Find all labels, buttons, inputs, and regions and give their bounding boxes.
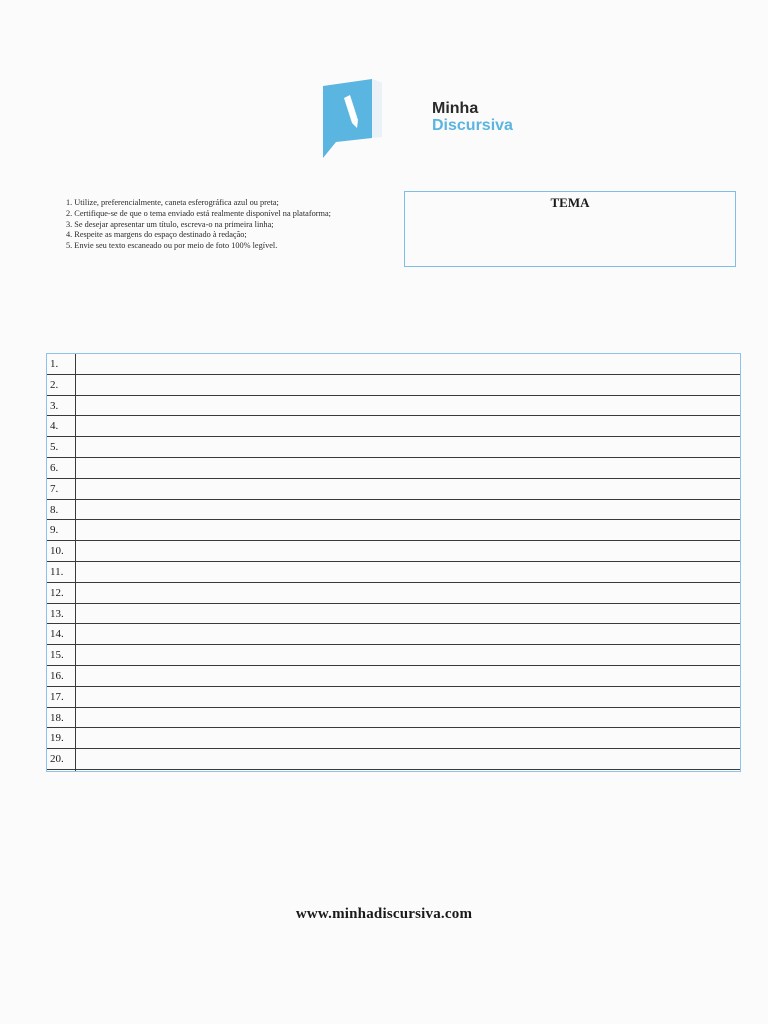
line-number: 14. <box>50 628 64 641</box>
writing-line[interactable] <box>47 520 740 541</box>
writing-line[interactable] <box>47 708 740 729</box>
line-number: 15. <box>50 649 64 662</box>
writing-line[interactable] <box>47 666 740 687</box>
writing-line[interactable] <box>47 396 740 417</box>
line-number: 16. <box>50 670 64 682</box>
footer-url: www.minhadiscursiva.com <box>295 906 473 922</box>
pen-speech-bubble-icon <box>322 78 382 160</box>
instruction-item: 5. Envie seu texto escaneado ou por meio de foto 100% legível. <box>66 241 278 251</box>
line-number: 3. <box>50 399 59 412</box>
line-number: 4. <box>50 420 59 433</box>
instruction-item: 4. Respeite as margens do espaço destinado à redação; <box>66 230 247 240</box>
line-number: 10. <box>50 545 64 558</box>
instruction-item: 1. Utilize, preferencialmente, caneta esferográfica azul ou preta; <box>66 198 279 207</box>
instruction-item: 2. Certifique-se de que o tema enviado está realmente disponível na plataforma; <box>66 208 331 218</box>
line-number: 7. <box>50 482 59 495</box>
tema-title: TEMA <box>550 195 590 210</box>
line-number: 9. <box>50 524 59 537</box>
writing-line[interactable] <box>47 624 740 645</box>
logo-word-discursiva: Discursiva <box>432 117 513 134</box>
writing-line[interactable] <box>47 354 740 375</box>
line-number: 17. <box>50 690 64 703</box>
line-number: 1. <box>50 358 59 370</box>
writing-line[interactable] <box>47 687 740 708</box>
writing-line[interactable] <box>47 645 740 666</box>
line-number: 5. <box>50 441 59 454</box>
line-number: 12. <box>50 586 64 599</box>
line-number: 8. <box>50 503 59 516</box>
writing-line[interactable] <box>47 416 740 437</box>
instructions-list <box>66 198 401 252</box>
line-number: 13. <box>50 607 64 620</box>
writing-lines-area[interactable] <box>46 353 741 772</box>
writing-line[interactable] <box>47 458 740 479</box>
instruction-item: 3. Se desejar apresentar um título, escreva-o na primeira linha; <box>66 219 274 229</box>
line-number: 18. <box>50 711 64 724</box>
writing-line[interactable] <box>47 500 740 521</box>
writing-line[interactable] <box>47 604 740 625</box>
writing-line[interactable] <box>47 479 740 500</box>
writing-line[interactable] <box>47 562 740 583</box>
tema-box[interactable] <box>404 191 736 267</box>
brand-logo <box>322 78 542 160</box>
writing-line[interactable] <box>47 541 740 562</box>
line-number: 19. <box>50 732 64 745</box>
writing-line[interactable] <box>47 437 740 458</box>
line-number: 11. <box>50 566 64 578</box>
line-number: 20. <box>50 753 64 766</box>
line-number: 2. <box>50 378 59 391</box>
logo-word-minha: Minha <box>432 100 479 117</box>
writing-line[interactable] <box>47 749 740 770</box>
writing-line[interactable] <box>47 583 740 604</box>
line-number: 6. <box>50 462 59 474</box>
writing-line[interactable] <box>47 375 740 396</box>
writing-line[interactable] <box>47 728 740 749</box>
